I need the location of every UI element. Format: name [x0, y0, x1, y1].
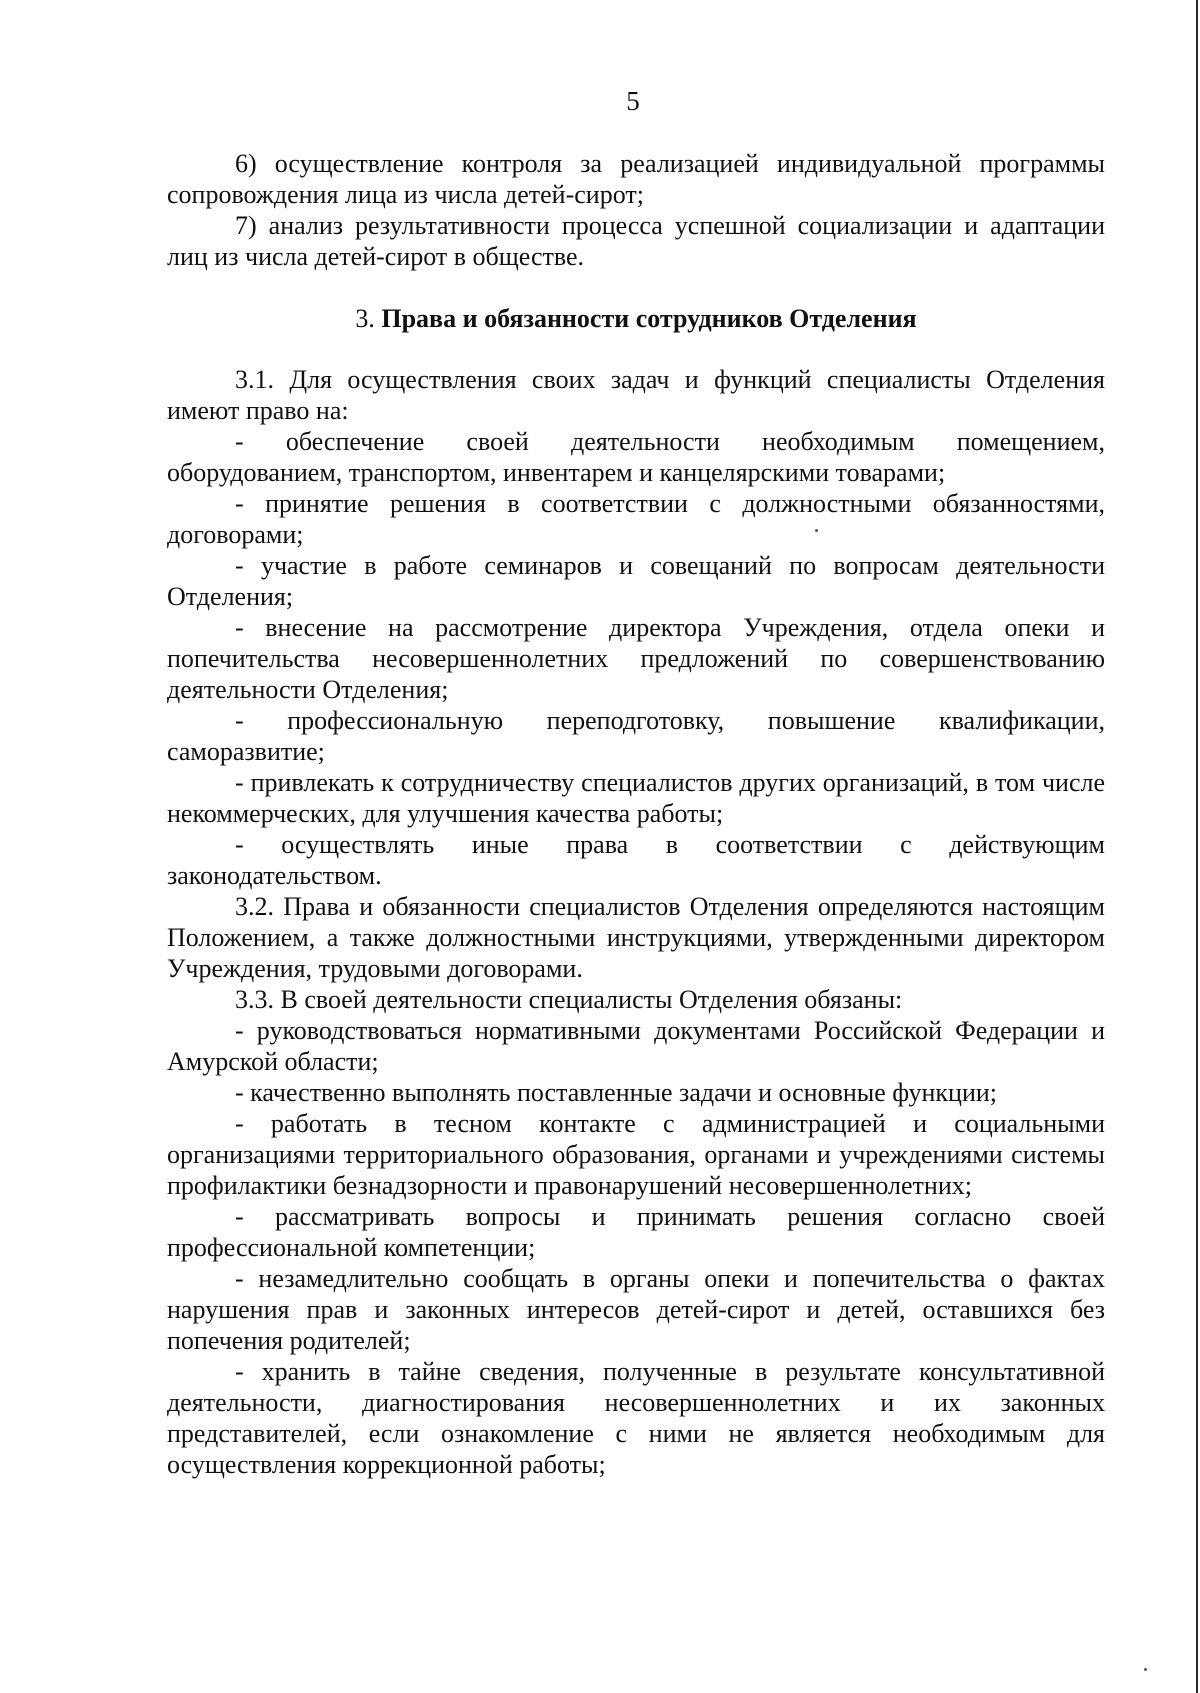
list-item: - руководствоваться нормативными документами Российской Федерации и Амурской области;: [167, 1016, 1105, 1076]
section-title: Права и обязанности сотрудников Отделения: [381, 304, 917, 333]
list-item: - качественно выполнять поставленные задачи и основные функции;: [235, 1078, 997, 1107]
list-item: - профессиональную переподготовку, повышение квалификации, саморазвитие;: [167, 706, 1105, 766]
section-body: [167, 364, 1105, 1480]
list-item: - рассматривать вопросы и принимать решения согласно своей профессиональной компетенции;: [167, 1202, 1105, 1262]
list-item: - осуществлять иные права в соответствии с действующим законодательством.: [167, 830, 1105, 890]
clause-3-2: 3.2. Права и обязанности специалистов Отделения определяются настоящим Положением, а также должностными инструкциями, утвержденными директором Учреждения, трудовыми договорами.: [167, 892, 1105, 983]
list-continuation: [167, 148, 1105, 272]
list-item: 6) осуществление контроля за реализацией индивидуальной программы сопровождения лица из числа детей-сирот;: [167, 149, 1105, 209]
section-number: 3.: [355, 304, 375, 333]
list-item: - незамедлительно сообщать в органы опеки и попечительства о фактах нарушения прав и законных интересов детей-сирот и детей, оставшихся без попечения родителей;: [167, 1264, 1105, 1355]
list-item: - внесение на рассмотрение директора Учреждения, отдела опеки и попечительства несовершеннолетних предложений по совершенствованию деятельности Отделения;: [167, 613, 1105, 704]
clause-3-3: 3.3. В своей деятельности специалисты Отделения обязаны:: [235, 985, 903, 1014]
list-item: - работать в тесном контакте с администрацией и социальными организациями территориального образования, органами и учреждениями системы профилактики безнадзорности и правонарушений несовершеннолетних;: [167, 1109, 1105, 1200]
clause-3-1: 3.1. Для осуществления своих задач и функций специалисты Отделения имеют право на:: [167, 365, 1105, 425]
list-item: - привлекать к сотрудничеству специалистов других организаций, в том числе некоммерческих, для улучшения качества работы;: [167, 768, 1105, 828]
list-item: - участие в работе семинаров и совещаний по вопросам деятельности Отделения;: [167, 551, 1105, 611]
scan-speck: [1144, 1668, 1147, 1671]
list-item: - хранить в тайне сведения, полученные в результате консультативной деятельности, диагностирования несовершеннолетних и их законных представителей, если ознакомление с ними не является необходимым для осуществления коррекционной работы;: [167, 1357, 1105, 1479]
scan-speck: [815, 529, 818, 532]
scan-edge-line: [1196, 0, 1198, 1693]
page-number: 5: [626, 86, 640, 116]
section-heading: [167, 303, 1105, 334]
list-item: - обеспечение своей деятельности необходимым помещением, оборудованием, транспортом, инвентарем и канцелярскими товарами;: [167, 427, 1105, 487]
list-item: - принятие решения в соответствии с должностными обязанностями, договорами;: [167, 489, 1105, 549]
list-item: 7) анализ результативности процесса успешной социализации и адаптации лиц из числа детей-сирот в обществе.: [167, 211, 1105, 271]
